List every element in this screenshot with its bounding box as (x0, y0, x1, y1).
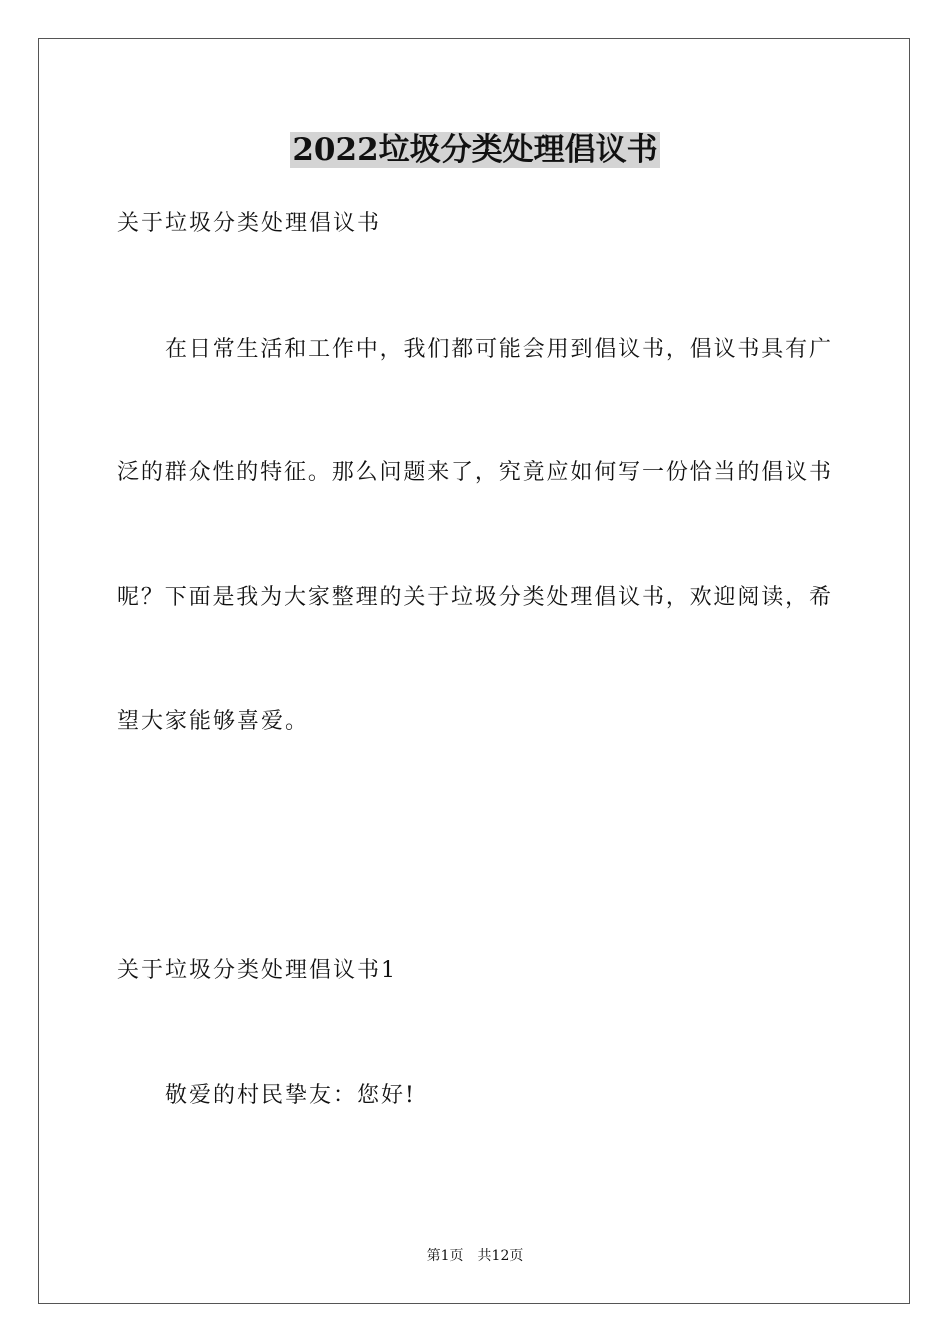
document-title-text: 2022垃圾分类处理倡议书 (292, 132, 658, 168)
subtitle-heading: 关于垃圾分类处理倡议书 (117, 211, 382, 236)
document-title (0, 128, 950, 172)
page-number-total: 共12页 (477, 1248, 524, 1264)
salutation: 敬爱的村民挚友：您好! (165, 1083, 416, 1108)
page-number-current: 第1页 (426, 1248, 464, 1264)
page-footer (0, 1246, 950, 1266)
intro-line-4: 望大家能够喜爱。 (117, 709, 310, 734)
intro-line-3: 呢？下面是我为大家整理的关于垃圾分类处理倡议书，欢迎阅读，希 (117, 585, 831, 610)
intro-line-2: 泛的群众性的特征。那么问题来了，究竟应如何写一份恰当的倡议书 (117, 460, 831, 485)
intro-line-1: 在日常生活和工作中，我们都可能会用到倡议书，倡议书具有广 (165, 337, 831, 362)
section-heading: 关于垃圾分类处理倡议书1 (117, 958, 397, 983)
